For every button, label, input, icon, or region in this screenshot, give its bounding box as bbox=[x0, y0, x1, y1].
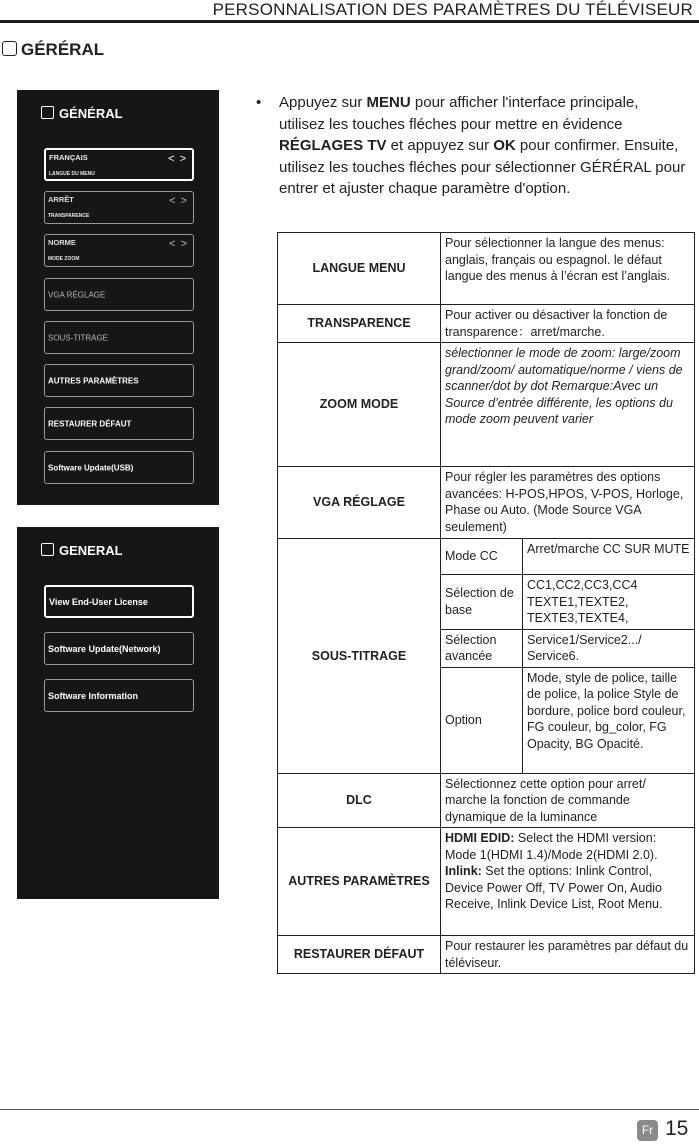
edid-label: HDMI EDID: bbox=[445, 831, 515, 845]
table-row bbox=[278, 828, 695, 936]
tv-menu-item-subtitles[interactable] bbox=[44, 321, 194, 354]
table-row bbox=[278, 343, 695, 467]
tv-menu-item-label: View End-User License bbox=[49, 596, 148, 607]
tv-menu-item-value: FRANÇAIS bbox=[49, 153, 88, 162]
tv-menu-item-label: Software Update(USB) bbox=[48, 463, 134, 472]
tv-menu-item-caption: MODE ZOOM bbox=[48, 256, 80, 262]
tv-menu-item-label: Software Update(Network) bbox=[48, 643, 161, 654]
intro-text-part: et appuyez sur bbox=[386, 137, 494, 154]
header-rule bbox=[0, 20, 699, 23]
tv-menu-title bbox=[41, 543, 123, 558]
tv-menu-item-label: Software Information bbox=[48, 690, 139, 701]
setting-description: Pour sélectionner la langue des menus: anglais, français ou espagnol. le défaut langue des menus à l’écran est l’anglais. bbox=[441, 233, 695, 305]
table-row bbox=[278, 773, 695, 828]
setting-description bbox=[441, 343, 695, 467]
tv-menu-item-label: VGA RÉGLAGE bbox=[48, 290, 106, 299]
checkbox-square-icon bbox=[2, 41, 17, 56]
language-badge: Fr bbox=[637, 1120, 658, 1141]
tv-menu-title bbox=[41, 106, 123, 121]
tv-menu-item-transparency[interactable] bbox=[44, 191, 194, 224]
sub-setting-name: Option bbox=[441, 667, 523, 773]
sub-setting-description: Mode, style de police, taille de police, la police Style de bordure, police bord couleur, FG couleur, bg_color, FG Opacity, BG Opacité. bbox=[523, 667, 695, 773]
setting-description: Pour restaurer les paramètres par défaut du téléviseur. bbox=[441, 936, 695, 974]
tv-menu-item-other-settings[interactable] bbox=[44, 364, 194, 397]
tv-menu-item-end-user-license[interactable] bbox=[44, 585, 194, 618]
sub-setting-description: CC1,CC2,CC3,CC4 TEXTE1,TEXTE2, TEXTE3,TEXTE4, bbox=[523, 575, 695, 630]
menu-square-icon bbox=[41, 106, 54, 119]
tv-menu-screenshot-network bbox=[17, 527, 219, 899]
setting-name: DLC bbox=[278, 773, 441, 828]
tv-menu-item-restore-default[interactable] bbox=[44, 407, 194, 440]
sub-setting-description: Arret/marche CC SUR MUTE bbox=[523, 539, 695, 575]
intro-text-part: pour confirmer. Ensuite, utilisez les touches fléches pour sélectionner GÉRÉRAL pour entrer et ajuster chaque paramètre d'option. bbox=[279, 137, 686, 197]
setting-name: ZOOM MODE bbox=[278, 343, 441, 467]
setting-description-italic: sélectionner le mode de zoom: large/zoom grand/zoom/ automatique/norme / viens de scanner/dot by dot Remarque:Avec un Source d’entrée différente, les options du mode zoom peuvent varier bbox=[445, 346, 683, 426]
setting-name: AUTRES PARAMÈTRES bbox=[278, 828, 441, 936]
intro-text bbox=[279, 92, 686, 200]
setting-name: RESTAURER DÉFAUT bbox=[278, 936, 441, 974]
footer-rule bbox=[0, 1109, 699, 1110]
section-heading-text: GÉRÉRAL bbox=[21, 40, 105, 59]
table-row bbox=[278, 233, 695, 305]
setting-description bbox=[441, 828, 695, 936]
tv-menu-item-vga[interactable] bbox=[44, 278, 194, 311]
setting-description: Sélectionnez cette option pour arret/ marche la fonction de commande dynamique de la luminance bbox=[441, 773, 695, 828]
section-heading bbox=[2, 40, 104, 60]
tv-menu-item-value: ARRÊT bbox=[48, 195, 74, 204]
tv-menu-item-caption: TRANSPARENCE bbox=[48, 213, 90, 219]
intro-text-part: Appuyez sur bbox=[279, 94, 367, 111]
setting-description: Pour activer ou désactiver la fonction de transparence：arret/marche. bbox=[441, 305, 695, 343]
setting-description: Pour régler les paramètres des options avancées: H-POS,HPOS, V-POS, Horloge, Phase ou Auto. (Mode Source VGA seulement) bbox=[441, 467, 695, 539]
tv-menu-title-text: GÉNÉRAL bbox=[59, 106, 123, 121]
intro-instructions bbox=[256, 92, 686, 200]
settings-table bbox=[277, 232, 695, 974]
tv-menu-title-text: GENERAL bbox=[59, 543, 123, 558]
tv-menu-item-label: SOUS-TITRAGE bbox=[48, 333, 109, 342]
inlink-label: Inlink: bbox=[445, 864, 482, 878]
page-number: 15 bbox=[665, 1117, 689, 1140]
tv-menu-item-software-update-usb[interactable] bbox=[44, 451, 194, 484]
setting-name: SOUS-TITRAGE bbox=[278, 539, 441, 774]
table-row bbox=[278, 305, 695, 343]
page-header-title: PERSONNALISATION DES PARAMÈTRES DU TÉLÉVISEUR bbox=[212, 0, 693, 19]
tv-menu-screenshot-general bbox=[17, 90, 219, 505]
setting-name: TRANSPARENCE bbox=[278, 305, 441, 343]
intro-key-ok: OK bbox=[493, 137, 516, 154]
inlink-text: Set the options: Inlink Control, Device Power Off, TV Power On, Audio Receive, Inlink Device List, Root Menu. bbox=[445, 864, 663, 911]
left-right-arrows-icon: < > bbox=[169, 238, 188, 250]
left-right-arrows-icon: < > bbox=[168, 153, 187, 165]
tv-menu-item-zoom[interactable] bbox=[44, 234, 194, 267]
tv-menu-item-language[interactable] bbox=[44, 148, 194, 181]
tv-menu-item-software-information[interactable] bbox=[44, 679, 194, 712]
tv-menu-item-value: NORME bbox=[48, 238, 76, 247]
tv-menu-item-caption: LANGUE DU MENU bbox=[49, 171, 95, 177]
sub-setting-name: Mode CC bbox=[441, 539, 523, 575]
table-row bbox=[278, 467, 695, 539]
setting-name: LANGUE MENU bbox=[278, 233, 441, 305]
tv-menu-item-label: AUTRES PARAMÈTRES bbox=[48, 376, 139, 385]
bullet-icon: • bbox=[256, 94, 262, 111]
table-row bbox=[278, 936, 695, 974]
intro-key-tv-settings: RÉGLAGES TV bbox=[279, 137, 387, 154]
setting-name: VGA RÉGLAGE bbox=[278, 467, 441, 539]
left-right-arrows-icon: < > bbox=[169, 195, 188, 207]
table-row bbox=[278, 539, 695, 575]
sub-setting-description: Service1/Service2.../ Service6. bbox=[523, 629, 695, 667]
tv-menu-item-software-update-network[interactable] bbox=[44, 632, 194, 665]
sub-setting-name: Sélection avancée bbox=[441, 629, 523, 667]
intro-text-part: pour afficher l'interface principale, utilisez les touches fléches pour mettre en évidence bbox=[279, 94, 639, 133]
intro-key-menu: MENU bbox=[366, 94, 411, 111]
menu-square-icon bbox=[41, 543, 54, 556]
tv-menu-item-label: RESTAURER DÉFAUT bbox=[48, 419, 132, 428]
edid-text: Select the HDMI version: Mode 1(HDMI 1.4)/Mode 2(HDMI 2.0). bbox=[445, 831, 658, 862]
sub-setting-name: Sélection de base bbox=[441, 575, 523, 630]
